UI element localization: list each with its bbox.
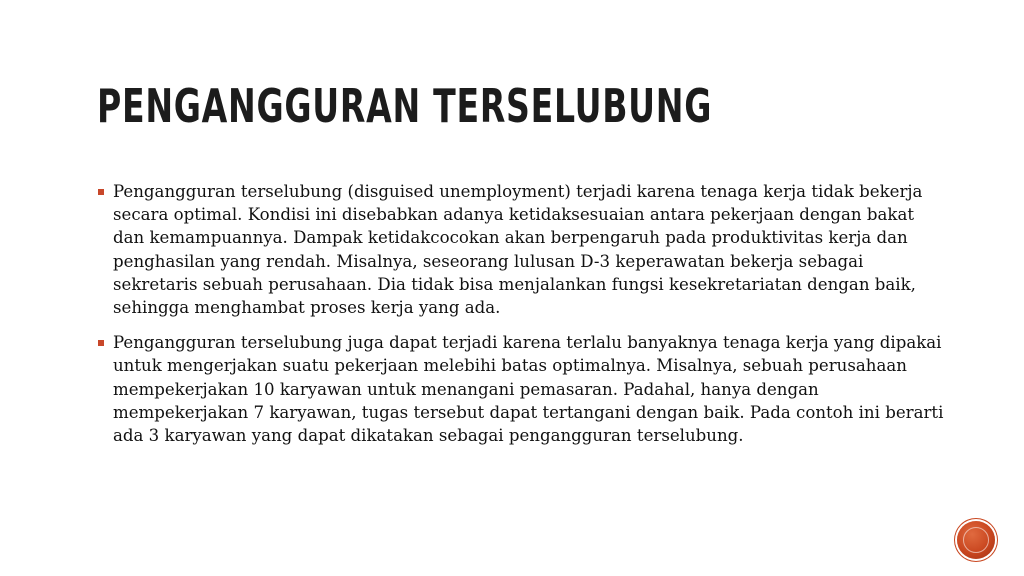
circular-logo-icon [957,521,995,559]
bullet-paragraph-1 [96,180,946,319]
square-bullet-icon [98,189,104,195]
paragraph-text-2: Pengangguran terselubung juga dapat terjadi karena terlalu banyaknya tenaga kerja yang dipakai untuk mengerjakan suatu pekerjaan melebihi batas optimalnya. Misalnya, sebuah perusahaan mempekerjakan 10 karyawan untuk menangani pemasaran. Padahal, hanya dengan mempekerjakan 7 karyawan, tugas tersebut dapat tertangani dengan baik. Pada contoh ini berarti ada 3 karyawan yang dapat dikatakan sebagai pengangguran terselubung. [113,333,944,446]
slide-title: PENGANGGURAN TERSELUBUNG [97,79,713,133]
slide-body [96,180,946,459]
paragraph-text-1: Pengangguran terselubung (disguised unemployment) terjadi karena tenaga kerja tidak bekerja secara optimal. Kondisi ini disebabkan adanya ketidaksesuaian antara pekerjaan dengan bakat dan kemampuannya. Dampak ketidakcocokan akan berpengaruh pada produktivitas kerja dan penghasilan yang rendah. Misalnya, seseorang lulusan D-3 keperawatan bekerja sebagai sekretaris sebuah perusahaan. Dia tidak bisa menjalankan fungsi kesekretariatan dengan baik, sehingga menghambat proses kerja yang ada. [113,182,923,318]
logo-ring [963,527,989,553]
square-bullet-icon [98,340,104,346]
bullet-paragraph-2 [96,331,946,447]
